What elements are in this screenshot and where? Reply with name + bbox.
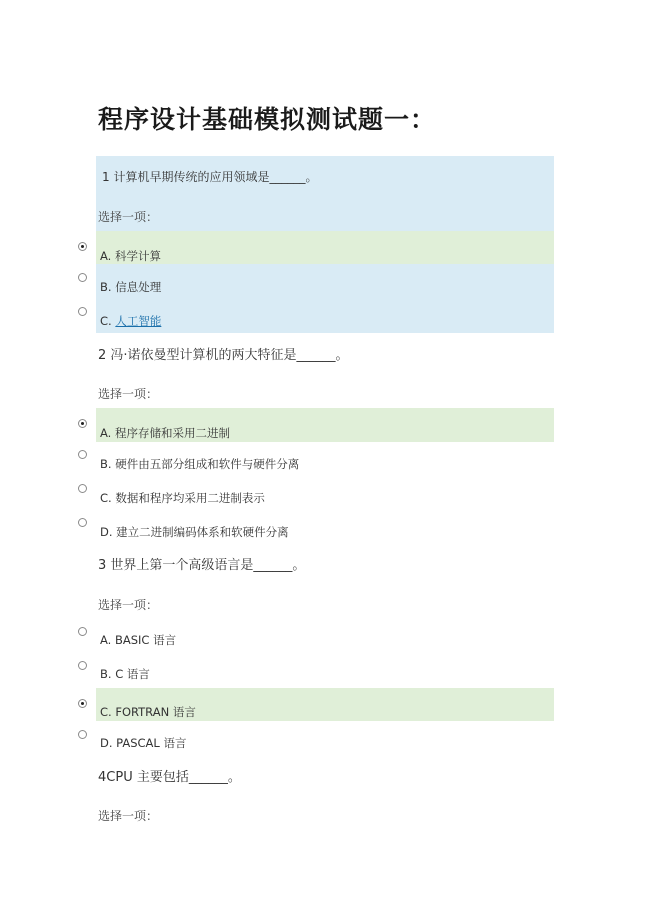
q3-radio-d[interactable] — [78, 730, 87, 739]
q3-option-b[interactable]: B. C 语言 — [100, 667, 150, 681]
q3-option-a[interactable]: A. BASIC 语言 — [100, 633, 177, 647]
q2-option-a[interactable]: A. 程序存储和采用二进制 — [100, 426, 230, 440]
q2-radio-a[interactable] — [78, 419, 87, 428]
q2-radio-c[interactable] — [78, 484, 87, 493]
q3-radio-c[interactable] — [78, 699, 87, 708]
q1-option-b[interactable]: B. 信息处理 — [100, 280, 162, 294]
question-4-text: 4CPU 主要包括______。 — [98, 770, 241, 785]
q1-radio-a[interactable] — [78, 242, 87, 251]
q2-radio-d[interactable] — [78, 518, 87, 527]
page-title: 程序设计基础模拟测试题一： — [98, 105, 437, 134]
q2-radio-b[interactable] — [78, 450, 87, 459]
q1-radio-b[interactable] — [78, 273, 87, 282]
question-3-text: 3 世界上第一个高级语言是______。 — [98, 558, 306, 573]
q2-option-c[interactable]: C. 数据和程序均采用二进制表示 — [100, 491, 265, 505]
q2-option-d[interactable]: D. 建立二进制编码体系和软硬件分离 — [100, 525, 289, 539]
q1-option-c[interactable] — [100, 313, 161, 329]
question-2-text: 2 冯·诺依曼型计算机的两大特征是______。 — [98, 348, 349, 363]
q3-radio-a[interactable] — [78, 627, 87, 636]
q3-option-d[interactable]: D. PASCAL 语言 — [100, 736, 187, 750]
q1-radio-c[interactable] — [78, 307, 87, 316]
question-4-prompt: 选择一项： — [98, 809, 159, 823]
question-1-text: 1 计算机早期传统的应用领域是______。 — [102, 170, 318, 184]
q3-option-c[interactable]: C. FORTRAN 语言 — [100, 705, 196, 719]
q1-option-c-letter: C. — [100, 314, 116, 328]
selected-answer-highlight — [96, 231, 554, 264]
q3-radio-b[interactable] — [78, 661, 87, 670]
q2-option-b[interactable]: B. 硬件由五部分组成和软件与硬件分离 — [100, 457, 300, 471]
q1-option-a[interactable]: A. 科学计算 — [100, 249, 161, 263]
question-1-prompt: 选择一项： — [98, 210, 159, 224]
q1-option-c-link[interactable]: 人工智能 — [115, 314, 162, 328]
question-3-prompt: 选择一项： — [98, 598, 159, 612]
question-2-prompt: 选择一项： — [98, 387, 159, 401]
